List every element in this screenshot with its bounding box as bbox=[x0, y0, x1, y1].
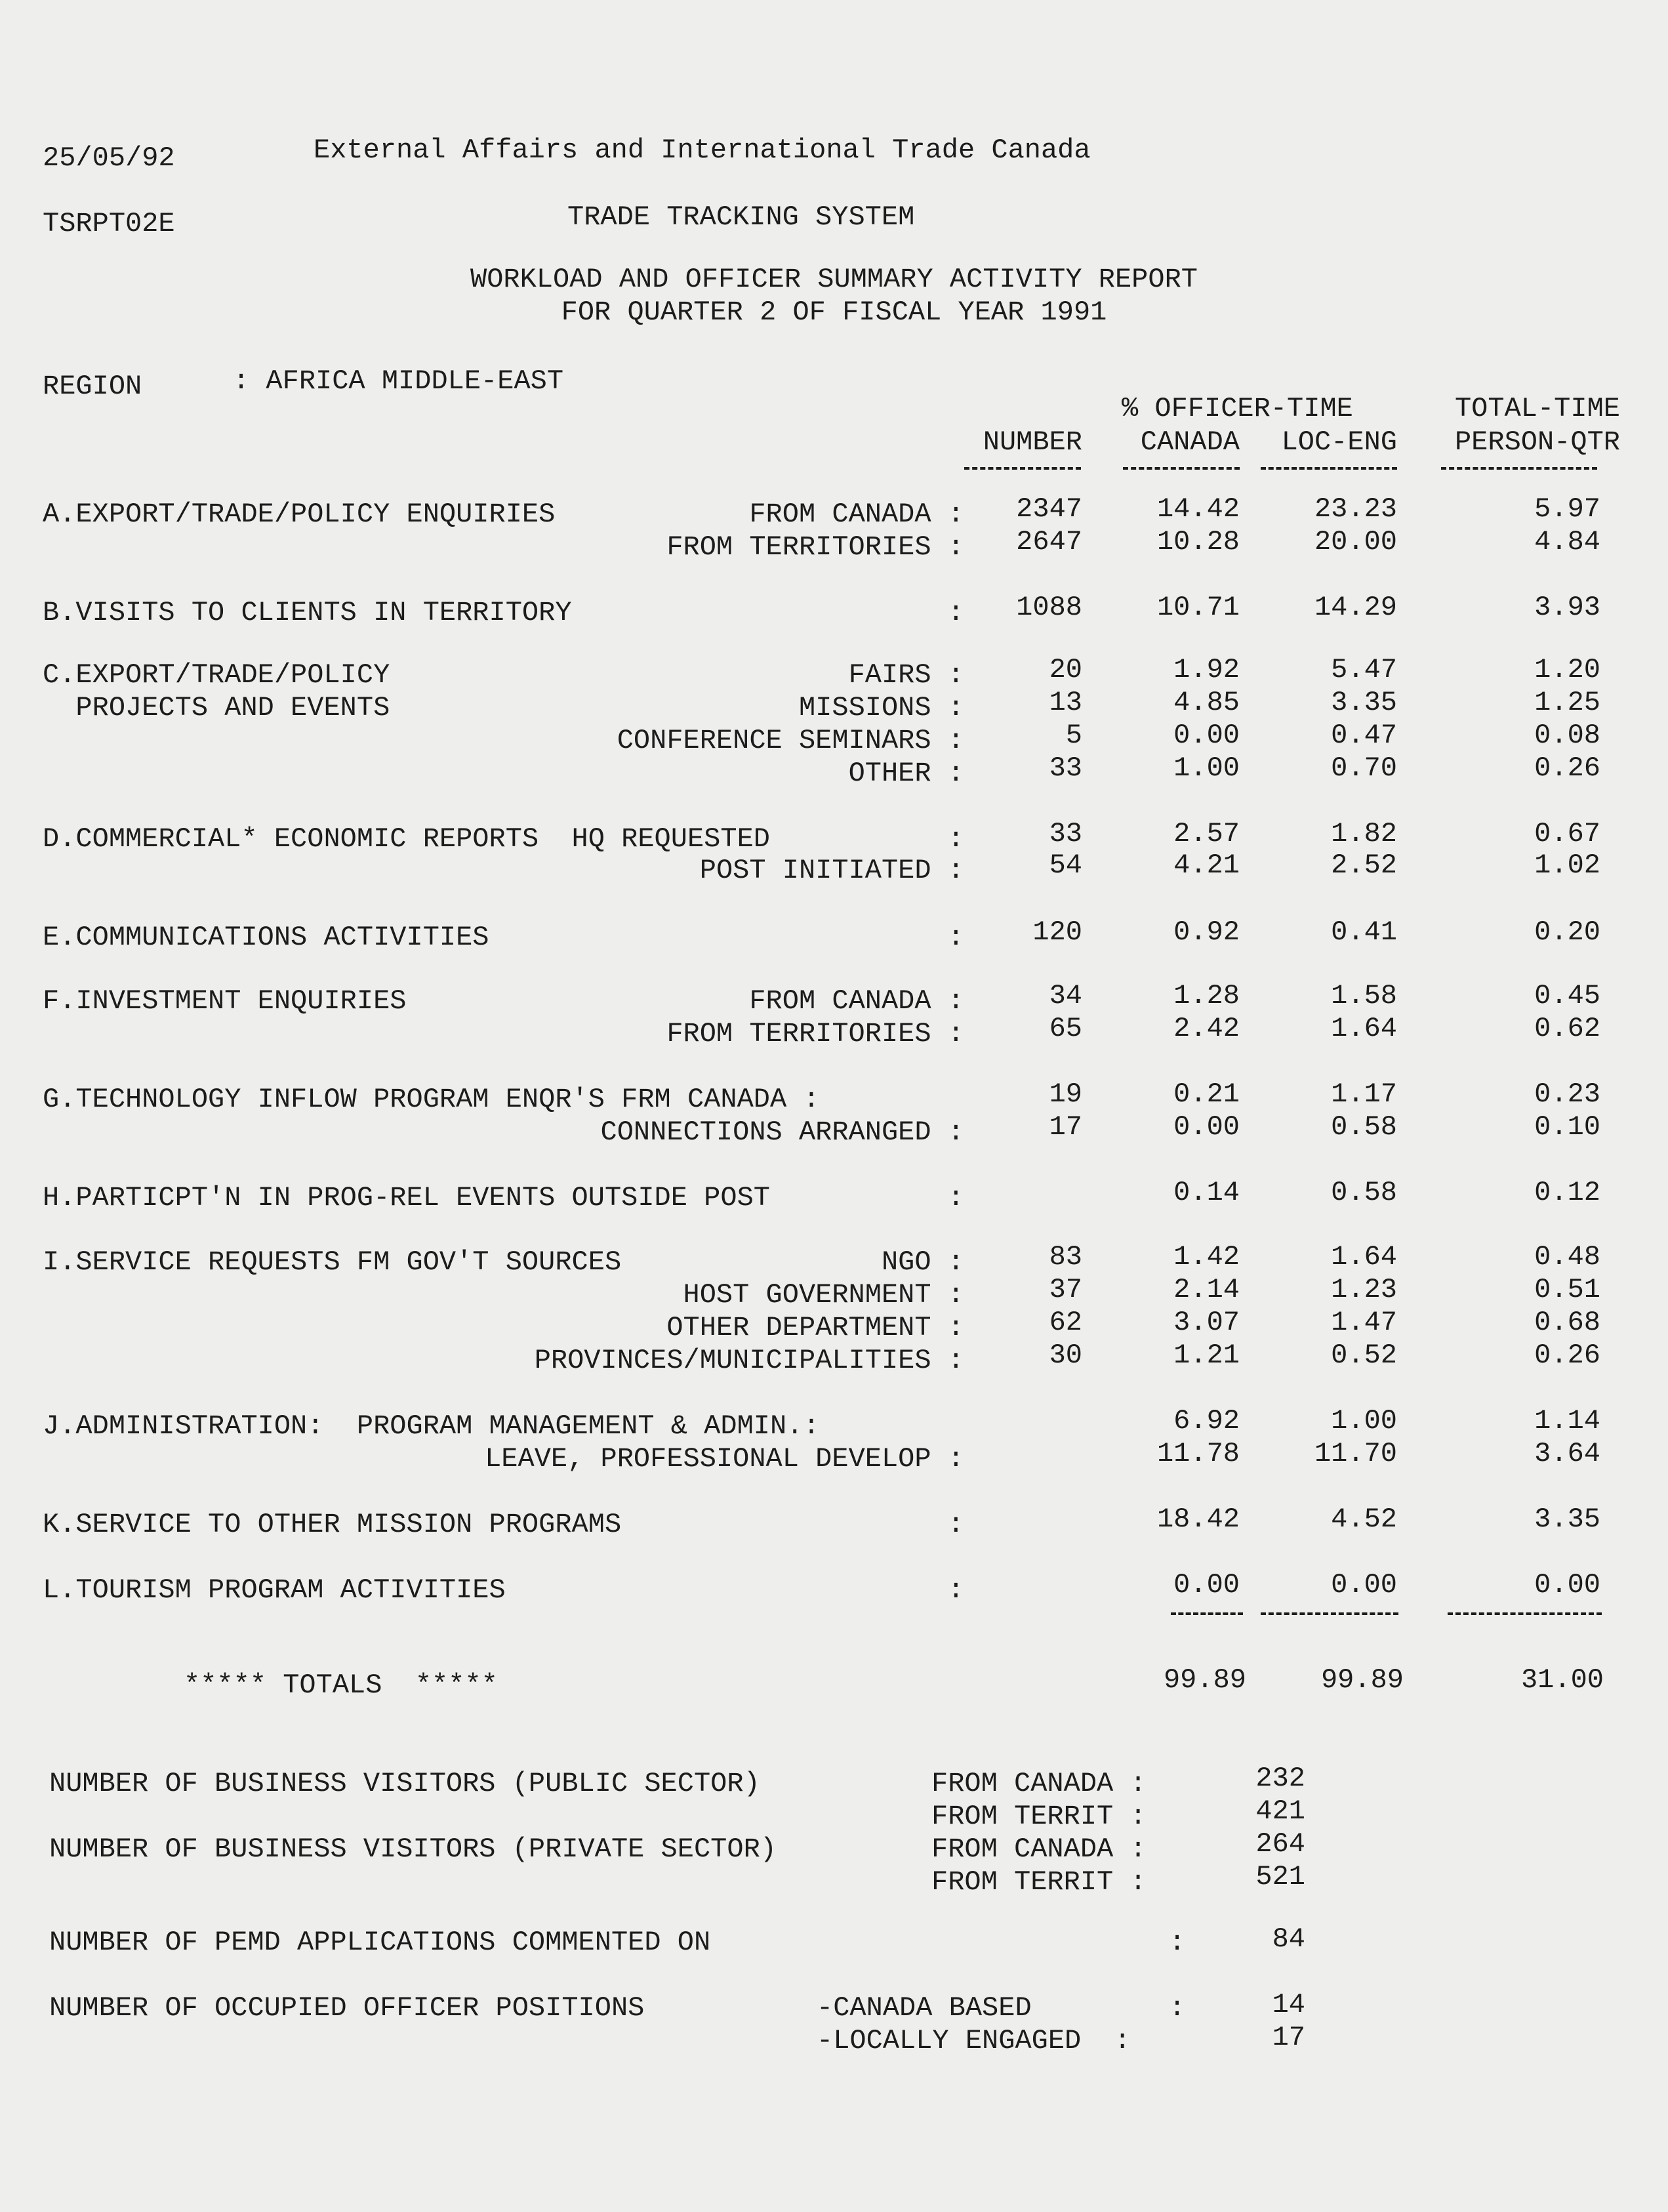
row-canada: 10.28 bbox=[1156, 526, 1240, 558]
report-title: WORKLOAD AND OFFICER SUMMARY ACTIVITY REPORT bbox=[470, 264, 1198, 295]
row-canada: 10.71 bbox=[1156, 592, 1240, 623]
row-label: A.EXPORT/TRADE/POLICY ENQUIRIES bbox=[43, 499, 556, 530]
number-underline bbox=[964, 467, 1081, 470]
report-date: 25/05/92 bbox=[43, 142, 175, 174]
row-canada: 0.14 bbox=[1173, 1177, 1240, 1208]
row-total: 0.48 bbox=[1534, 1241, 1600, 1273]
row-loc-eng: 1.82 bbox=[1331, 818, 1397, 850]
row-number: 30 bbox=[1049, 1340, 1082, 1371]
row-label: E.COMMUNICATIONS ACTIVITIES bbox=[43, 922, 489, 953]
row-total: 0.20 bbox=[1534, 916, 1600, 948]
row-label: D.COMMERCIAL* ECONOMIC REPORTS HQ REQUESTED bbox=[43, 823, 770, 855]
row-canada: 0.92 bbox=[1173, 916, 1240, 948]
row-loc-eng: 14.29 bbox=[1314, 592, 1397, 623]
positions-canada-colon: : bbox=[1169, 1992, 1186, 2024]
row-sublabel: PROVINCES/MUNICIPALITIES : bbox=[534, 1345, 964, 1376]
row-loc-eng: 1.00 bbox=[1331, 1405, 1397, 1437]
row-number: 37 bbox=[1049, 1274, 1082, 1305]
row-number: 17 bbox=[1049, 1111, 1082, 1143]
row-number: 65 bbox=[1049, 1013, 1082, 1044]
row-total: 3.93 bbox=[1534, 592, 1600, 623]
column-header-number: NUMBER bbox=[983, 426, 1082, 458]
row-total: 4.84 bbox=[1534, 526, 1600, 558]
row-total: 0.45 bbox=[1534, 980, 1600, 1012]
row-total: 0.67 bbox=[1534, 818, 1600, 850]
row-loc-eng: 1.23 bbox=[1331, 1274, 1397, 1305]
row-canada: 1.28 bbox=[1173, 980, 1240, 1012]
row-canada: 4.21 bbox=[1173, 850, 1240, 881]
row-number: 54 bbox=[1049, 850, 1082, 881]
visitor-label: NUMBER OF BUSINESS VISITORS (PUBLIC SECTOR) bbox=[49, 1768, 760, 1799]
row-sublabel: OTHER : bbox=[848, 758, 964, 789]
column-header-officer-time: % OFFICER-TIME bbox=[1122, 393, 1353, 424]
row-total: 0.26 bbox=[1534, 752, 1600, 784]
row-loc-eng: 0.00 bbox=[1331, 1569, 1397, 1601]
row-total: 1.25 bbox=[1534, 687, 1600, 718]
row-label: C.EXPORT/TRADE/POLICY bbox=[43, 659, 390, 691]
row-sublabel: FROM CANADA : bbox=[749, 985, 964, 1017]
row-canada: 3.07 bbox=[1173, 1307, 1240, 1338]
row-total: 0.08 bbox=[1534, 720, 1600, 751]
row-canada: 0.00 bbox=[1173, 720, 1240, 751]
row-sublabel: MISSIONS : bbox=[798, 692, 964, 724]
positions-canada-value: 14 bbox=[1272, 1989, 1305, 2020]
report-subtitle: FOR QUARTER 2 OF FISCAL YEAR 1991 bbox=[561, 297, 1107, 328]
report-id: TSRPT02E bbox=[43, 208, 175, 239]
row-number: 20 bbox=[1049, 654, 1082, 686]
row-total: 0.23 bbox=[1534, 1078, 1600, 1110]
row-number: 19 bbox=[1049, 1078, 1082, 1110]
row-canada: 1.21 bbox=[1173, 1340, 1240, 1371]
row-label: L.TOURISM PROGRAM ACTIVITIES bbox=[43, 1574, 506, 1606]
row-total: 1.20 bbox=[1534, 654, 1600, 686]
row-loc-eng: 20.00 bbox=[1314, 526, 1397, 558]
row-total: 0.12 bbox=[1534, 1177, 1600, 1208]
row-loc-eng: 0.58 bbox=[1331, 1177, 1397, 1208]
row-total: 0.00 bbox=[1534, 1569, 1600, 1601]
visitor-value: 232 bbox=[1255, 1763, 1305, 1794]
row-total: 0.26 bbox=[1534, 1340, 1600, 1371]
loc-eng-underline bbox=[1261, 467, 1397, 470]
row-canada: 2.42 bbox=[1173, 1013, 1240, 1044]
row-number: 83 bbox=[1049, 1241, 1082, 1273]
positions-label: NUMBER OF OCCUPIED OFFICER POSITIONS bbox=[49, 1992, 645, 2024]
row-canada: 1.92 bbox=[1173, 654, 1240, 686]
row-label: J.ADMINISTRATION: PROGRAM MANAGEMENT & ADMIN.: bbox=[43, 1410, 820, 1442]
totals-total: 31.00 bbox=[1520, 1664, 1604, 1696]
totals-rule-canada bbox=[1171, 1612, 1243, 1615]
row-total: 0.68 bbox=[1534, 1307, 1600, 1338]
row-loc-eng: 0.47 bbox=[1331, 720, 1397, 751]
visitor-value: 421 bbox=[1255, 1795, 1305, 1827]
row-canada: 2.57 bbox=[1173, 818, 1240, 850]
row-canada: 11.78 bbox=[1156, 1438, 1240, 1469]
positions-canada-based: -CANADA BASED bbox=[817, 1992, 1032, 2024]
row-loc-eng: 0.70 bbox=[1331, 752, 1397, 784]
row-label: F.INVESTMENT ENQUIRIES bbox=[43, 985, 407, 1017]
row-sublabel: FAIRS : bbox=[848, 659, 964, 691]
column-header-person-qtr: PERSON-QTR bbox=[1454, 426, 1620, 458]
row-sublabel: FROM CANADA : bbox=[749, 499, 964, 530]
totals-rule-loc-eng bbox=[1261, 1612, 1398, 1615]
row-number: 2647 bbox=[1016, 526, 1082, 558]
row-canada: 1.00 bbox=[1173, 752, 1240, 784]
row-loc-eng: 2.52 bbox=[1331, 850, 1397, 881]
row-total: 0.51 bbox=[1534, 1274, 1600, 1305]
totals-loc-eng: 99.89 bbox=[1320, 1664, 1404, 1696]
row-loc-eng: 0.52 bbox=[1331, 1340, 1397, 1371]
region-value: : AFRICA MIDDLE-EAST bbox=[233, 365, 564, 397]
row-label: K.SERVICE TO OTHER MISSION PROGRAMS bbox=[43, 1509, 622, 1540]
row-loc-eng: 23.23 bbox=[1314, 493, 1397, 525]
row-sublabel: CONNECTIONS ARRANGED : bbox=[600, 1116, 964, 1148]
row-sublabel: : bbox=[947, 1509, 964, 1540]
pemd-label: NUMBER OF PEMD APPLICATIONS COMMENTED ON bbox=[49, 1927, 711, 1958]
row-total: 5.97 bbox=[1534, 493, 1600, 525]
row-sublabel: : bbox=[947, 597, 964, 628]
totals-rule-total bbox=[1448, 1612, 1602, 1615]
row-label: B.VISITS TO CLIENTS IN TERRITORY bbox=[43, 597, 572, 628]
row-sublabel: NGO : bbox=[881, 1246, 964, 1278]
row-total: 0.10 bbox=[1534, 1111, 1600, 1143]
row-canada: 0.21 bbox=[1173, 1078, 1240, 1110]
system-name: TRADE TRACKING SYSTEM bbox=[567, 201, 915, 233]
row-sublabel: POST INITIATED : bbox=[699, 855, 964, 886]
row-loc-eng: 11.70 bbox=[1314, 1438, 1397, 1469]
row-loc-eng: 3.35 bbox=[1331, 687, 1397, 718]
row-loc-eng: 0.58 bbox=[1331, 1111, 1397, 1143]
row-sublabel: CONFERENCE SEMINARS : bbox=[617, 725, 964, 756]
organization-name: External Affairs and International Trade Canada bbox=[314, 134, 1091, 166]
row-sublabel: FROM TERRITORIES : bbox=[666, 1018, 964, 1050]
row-sublabel: LEAVE, PROFESSIONAL DEVELOP : bbox=[485, 1443, 964, 1475]
row-sublabel: : bbox=[947, 922, 964, 953]
row-sublabel: FROM TERRITORIES : bbox=[666, 531, 964, 563]
positions-locally-value: 17 bbox=[1272, 2022, 1305, 2053]
pemd-colon: : bbox=[1169, 1927, 1186, 1958]
row-loc-eng: 5.47 bbox=[1331, 654, 1397, 686]
row-loc-eng: 1.64 bbox=[1331, 1013, 1397, 1044]
visitor-source: FROM TERRIT : bbox=[931, 1866, 1147, 1898]
row-loc-eng: 1.17 bbox=[1331, 1078, 1397, 1110]
person-qtr-underline bbox=[1441, 467, 1597, 470]
pemd-value: 84 bbox=[1272, 1923, 1305, 1955]
row-canada: 1.42 bbox=[1173, 1241, 1240, 1273]
visitor-value: 521 bbox=[1255, 1861, 1305, 1893]
row-total: 3.35 bbox=[1534, 1504, 1600, 1535]
row-loc-eng: 1.58 bbox=[1331, 980, 1397, 1012]
row-sublabel: OTHER DEPARTMENT : bbox=[666, 1312, 964, 1343]
row-canada: 18.42 bbox=[1156, 1504, 1240, 1535]
row-loc-eng: 1.64 bbox=[1331, 1241, 1397, 1273]
row-number: 2347 bbox=[1016, 493, 1082, 525]
row-sublabel: : bbox=[947, 1574, 964, 1606]
row-canada: 14.42 bbox=[1156, 493, 1240, 525]
row-number: 1088 bbox=[1016, 592, 1082, 623]
row-loc-eng: 0.41 bbox=[1331, 916, 1397, 948]
column-header-loc-eng: LOC-ENG bbox=[1281, 426, 1397, 458]
positions-locally-engaged: -LOCALLY ENGAGED : bbox=[817, 2025, 1131, 2057]
row-number: 33 bbox=[1049, 818, 1082, 850]
row-label: I.SERVICE REQUESTS FM GOV'T SOURCES bbox=[43, 1246, 622, 1278]
row-label: G.TECHNOLOGY INFLOW PROGRAM ENQR'S FRM CANADA : bbox=[43, 1084, 820, 1115]
visitor-label: NUMBER OF BUSINESS VISITORS (PRIVATE SECTOR) bbox=[49, 1833, 777, 1865]
column-header-total-time: TOTAL-TIME bbox=[1454, 393, 1620, 424]
row-total: 1.02 bbox=[1534, 850, 1600, 881]
row-sublabel: : bbox=[947, 823, 964, 855]
row-number: 33 bbox=[1049, 752, 1082, 784]
row-canada: 4.85 bbox=[1173, 687, 1240, 718]
totals-label: ***** TOTALS ***** bbox=[184, 1669, 498, 1701]
row-total: 1.14 bbox=[1534, 1405, 1600, 1437]
row-number: 13 bbox=[1049, 687, 1082, 718]
visitor-source: FROM TERRIT : bbox=[931, 1801, 1147, 1832]
row-total: 0.62 bbox=[1534, 1013, 1600, 1044]
column-header-canada: CANADA bbox=[1140, 426, 1240, 458]
row-loc-eng: 4.52 bbox=[1331, 1504, 1397, 1535]
visitor-value: 264 bbox=[1255, 1828, 1305, 1860]
row-number: 120 bbox=[1032, 916, 1082, 948]
row-sublabel: HOST GOVERNMENT : bbox=[683, 1279, 964, 1311]
totals-canada: 99.89 bbox=[1163, 1664, 1246, 1696]
row-total: 3.64 bbox=[1534, 1438, 1600, 1469]
row-number: 62 bbox=[1049, 1307, 1082, 1338]
row-canada: 0.00 bbox=[1173, 1569, 1240, 1601]
row-number: 5 bbox=[1065, 720, 1082, 751]
row-canada: 0.00 bbox=[1173, 1111, 1240, 1143]
visitor-source: FROM CANADA : bbox=[931, 1833, 1147, 1865]
region-label: REGION bbox=[43, 371, 142, 402]
row-canada: 6.92 bbox=[1173, 1405, 1240, 1437]
row-sublabel: : bbox=[947, 1182, 964, 1214]
canada-underline bbox=[1123, 467, 1240, 470]
row-label: H.PARTICPT'N IN PROG-REL EVENTS OUTSIDE POST bbox=[43, 1182, 770, 1214]
visitor-source: FROM CANADA : bbox=[931, 1768, 1147, 1799]
row-label: PROJECTS AND EVENTS bbox=[43, 692, 390, 724]
row-number: 34 bbox=[1049, 980, 1082, 1012]
row-loc-eng: 1.47 bbox=[1331, 1307, 1397, 1338]
row-canada: 2.14 bbox=[1173, 1274, 1240, 1305]
